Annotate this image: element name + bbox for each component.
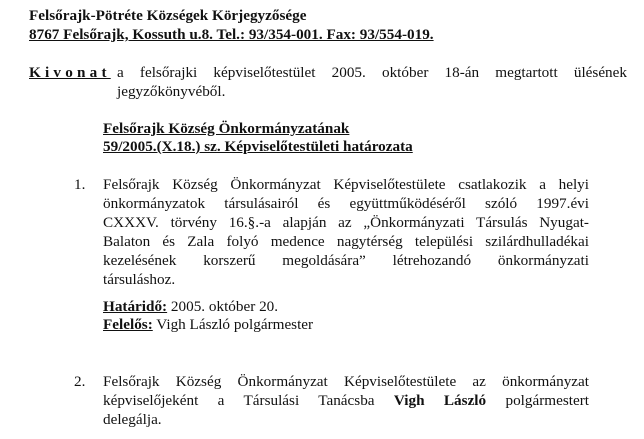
kivonat-label: Kivonat (29, 64, 111, 81)
deadline-row (103, 297, 278, 316)
item-1-line: társuláshoz. (103, 271, 176, 288)
resolution-title-line-2: 59/2005.(X.18.) sz. Képviselőtestületi határozata (103, 138, 413, 155)
item-1-line: Felsőrajk Község Önkormányzat Képviselőtestülete csatlakozik a helyi (103, 176, 589, 193)
responsible-row (103, 315, 313, 334)
item-2-line-2 (103, 391, 589, 410)
item-1-paragraph (103, 175, 589, 289)
item-2-number: 2. (74, 373, 86, 390)
item-1-line: kezelésének korszerű megoldására” létrehozandó önkormányzati (103, 252, 589, 269)
kivonat-line-2: jegyzőkönyvéből. (117, 83, 226, 100)
item-1-line: Balaton és Zala folyó medence nagytérség települési szilárdhulladékai (103, 233, 589, 250)
deadline-label: Határidő: (103, 298, 168, 315)
header-address-contact: 8767 Felsőrajk, Kossuth u.8. Tel.: 93/354-001. Fax: 93/554-019. (29, 26, 434, 43)
resolution-title-line-1: Felsőrajk Község Önkormányzatának (103, 120, 350, 137)
item-1-line: önkormányzatok társulásairól és együttműködéséről szóló 1997.évi (103, 195, 589, 212)
item-2-line-2-start: képviselőjeként a Társulási Tanácsba (103, 392, 394, 409)
kivonat-line-1: a felsőrajki képviselőtestület 2005. október 18-án megtartott ülésének (117, 64, 627, 81)
deadline-value: 2005. október 20. (167, 298, 279, 315)
item-2-line-2-end: polgármestert (486, 392, 589, 409)
item-2-line-3: delegálja. (103, 411, 162, 428)
item-2-line-1: Felsőrajk Község Önkormányzat Képviselőtestülete az önkormányzat (103, 373, 589, 390)
delegate-name: Vigh László (393, 392, 487, 409)
kivonat-text (117, 63, 627, 82)
item-1-number: 1. (74, 176, 86, 193)
responsible-value: Vigh László polgármester (152, 316, 314, 333)
responsible-label: Felelős: (103, 316, 153, 333)
header-office-name: Felsőrajk-Pötréte Községek Körjegyzősége (29, 7, 307, 24)
item-2-paragraph (103, 372, 589, 429)
item-1-line: CXXXV. törvény 16.§.-a alapján az „Önkormányzati Társulás Nyugat- (103, 214, 589, 231)
